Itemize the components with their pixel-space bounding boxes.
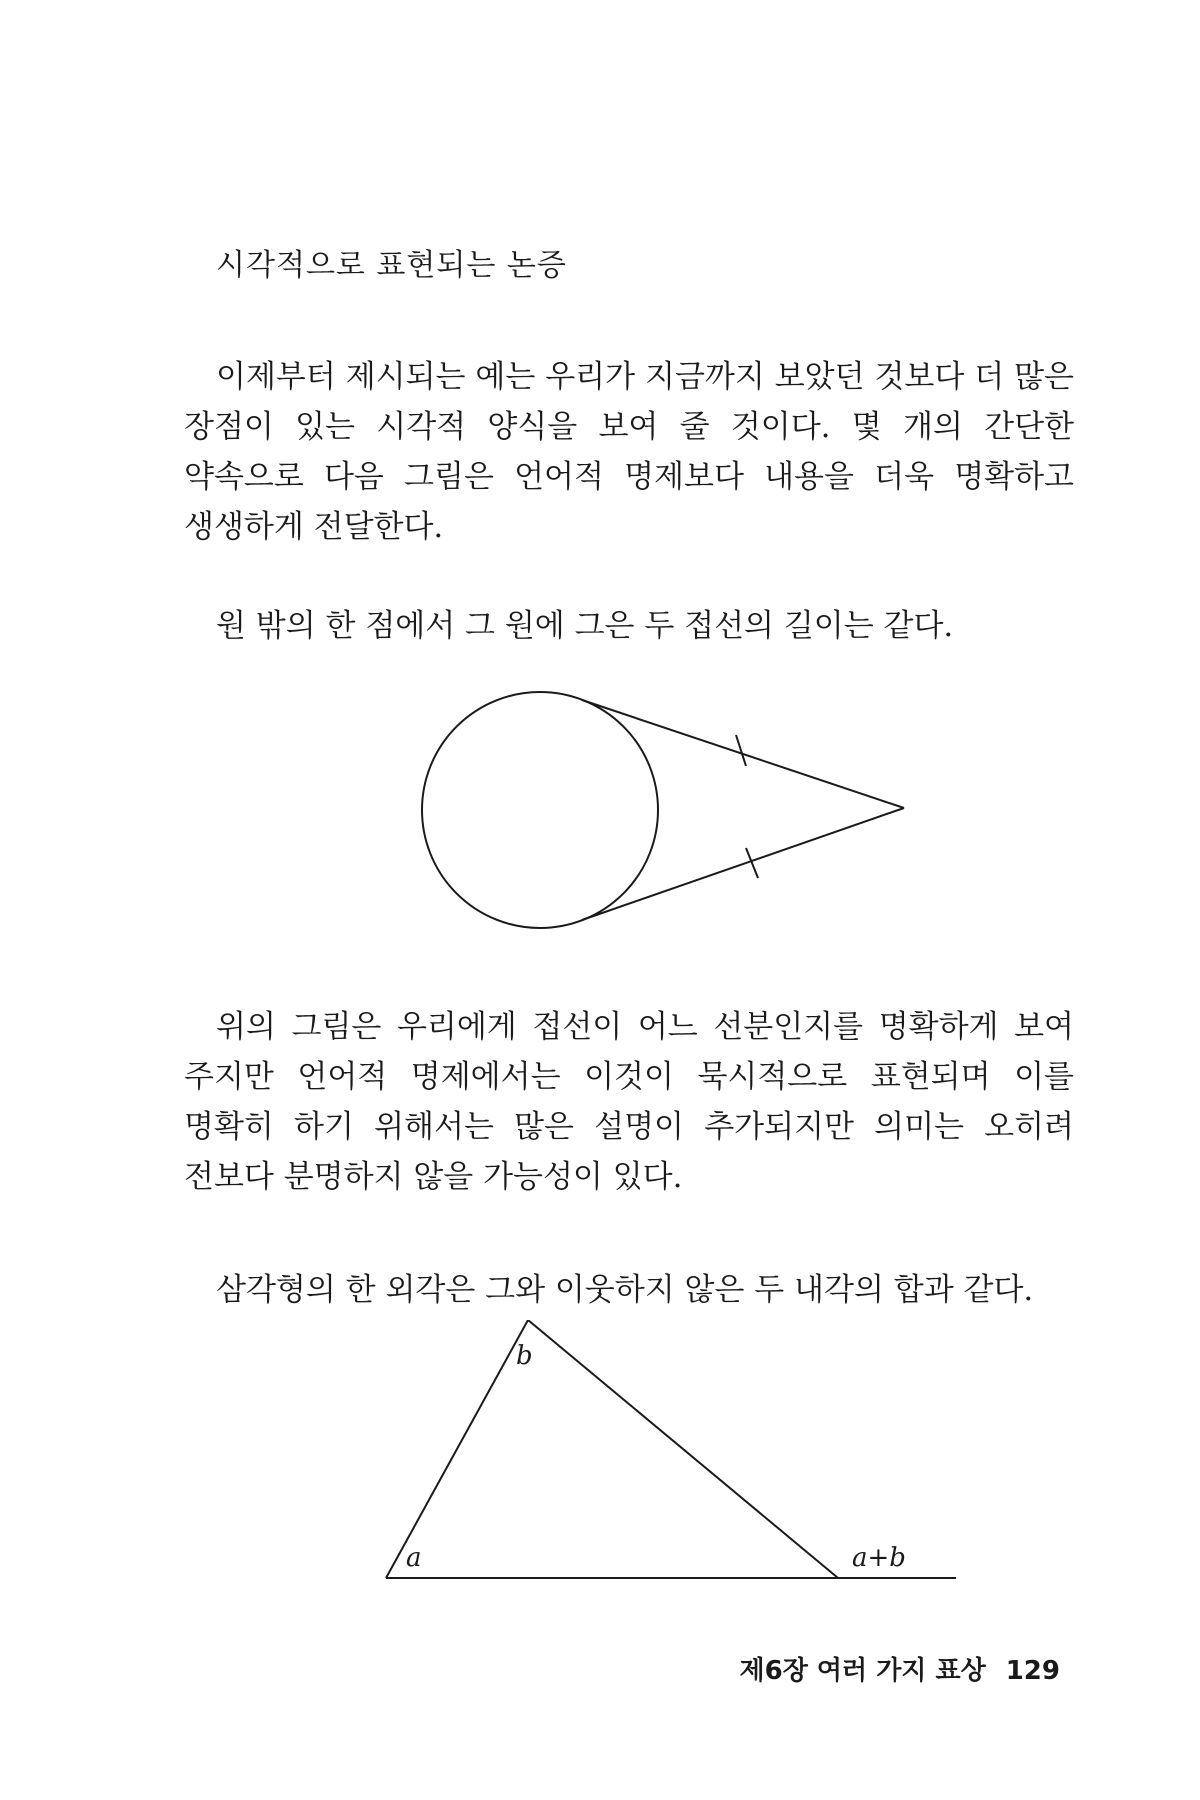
triangle-figure (0, 1320, 1200, 1610)
left-side-line (386, 1320, 528, 1578)
section-heading: 시각적으로 표현되는 논증 (216, 248, 567, 283)
tangent-diagram (0, 680, 1200, 950)
page-number: 129 (1005, 1656, 1060, 1686)
tangent-figure (0, 680, 1200, 950)
tangent-statement: 원 밖의 한 점에서 그 원에 그은 두 접선의 길이는 같다. (216, 608, 954, 644)
exterior-angle-label: a+b (852, 1543, 906, 1573)
lower-tangent-line (582, 808, 904, 920)
circle-shape (422, 692, 658, 928)
intro-paragraph: 이제부터 제시되는 예는 우리가 지금까지 보았던 것보다 더 많은 장점이 있는 시각적 양식을 보여 줄 것이다. 몇 개의 간단한 약속으로 다음 그림은 언어적 명제보다 내용을 더욱 명확하고 생생하게 전달한다. (184, 359, 1074, 545)
apex-angle-label: b (516, 1341, 533, 1371)
upper-tick-mark (736, 735, 746, 766)
explanation-paragraph: 위의 그림은 우리에게 접선이 어느 선분인지를 명확하게 보여 주지만 언어적 명제에서는 이것이 묵시적으로 표현되며 이를 명확히 하기 위해서는 많은 설명이 추가되지만 의미는 오히려 전보다 분명하지 않을 가능성이 있다. (184, 1009, 1074, 1195)
page-footer (740, 1650, 1060, 1687)
exterior-angle-statement: 삼각형의 한 외각은 그와 이웃하지 않은 두 내각의 합과 같다. (216, 1272, 1034, 1308)
chapter-title: 제6장 여러 가지 표상 (739, 1656, 986, 1686)
triangle-diagram (0, 1320, 1200, 1610)
base-angle-label: a (406, 1543, 422, 1573)
right-side-line (528, 1320, 838, 1578)
